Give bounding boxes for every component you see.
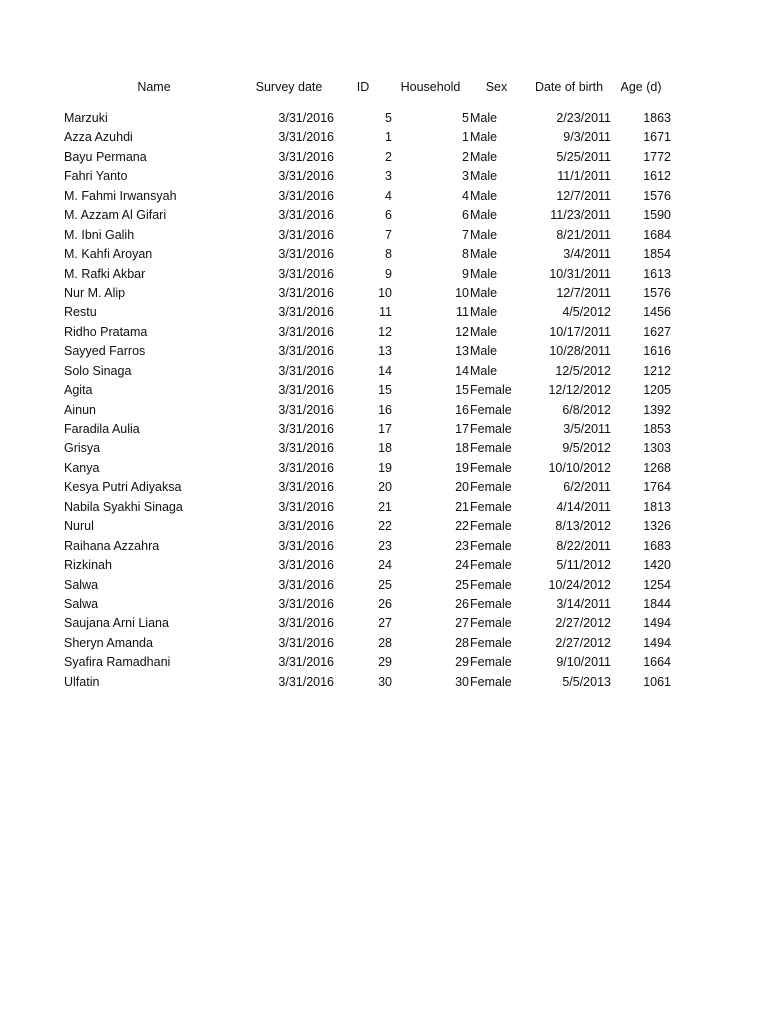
header-sex: Sex xyxy=(485,80,508,94)
cell-survey-date: 3/31/2016 xyxy=(278,227,334,242)
cell-survey-date: 3/31/2016 xyxy=(278,519,334,534)
table-row xyxy=(0,653,768,672)
cell-id: 24 xyxy=(378,558,392,573)
cell-sex: Female xyxy=(470,538,512,553)
cell-id: 16 xyxy=(378,402,392,417)
cell-name: M. Azzam Al Gifari xyxy=(64,208,167,223)
cell-name: Nabila Syakhi Sinaga xyxy=(64,499,183,514)
cell-sex: Female xyxy=(470,616,512,631)
cell-survey-date: 3/31/2016 xyxy=(278,499,334,514)
cell-age: 1863 xyxy=(643,111,671,125)
cell-name: Sheryn Amanda xyxy=(64,635,153,650)
cell-sex: Female xyxy=(470,519,512,534)
cell-sex: Female xyxy=(470,441,512,456)
cell-name: Raihana Azzahra xyxy=(64,538,160,553)
cell-date-of-birth: 3/14/2011 xyxy=(556,596,611,611)
table-row xyxy=(0,576,768,595)
cell-date-of-birth: 10/10/2012 xyxy=(548,460,611,475)
cell-sex: Male xyxy=(470,247,498,262)
cell-survey-date: 3/31/2016 xyxy=(278,538,334,553)
cell-sex: Male xyxy=(470,324,498,339)
header-id: ID xyxy=(356,80,370,94)
cell-id: 12 xyxy=(378,324,392,339)
cell-household: 17 xyxy=(455,422,469,436)
cell-sex: Female xyxy=(470,499,512,514)
cell-date-of-birth: 9/10/2011 xyxy=(556,655,611,670)
table-row xyxy=(0,517,768,536)
cell-survey-date: 3/31/2016 xyxy=(278,188,334,203)
cell-household: 5 xyxy=(462,111,469,125)
table-row xyxy=(0,148,768,167)
table-row xyxy=(0,556,768,575)
cell-date-of-birth: 4/14/2011 xyxy=(556,499,611,514)
table-row xyxy=(0,634,768,653)
cell-sex: Female xyxy=(470,460,512,475)
cell-name: Marzuki xyxy=(64,111,108,125)
table-row xyxy=(0,323,768,342)
cell-survey-date: 3/31/2016 xyxy=(278,422,334,436)
cell-name: M. Kahfi Aroyan xyxy=(64,247,153,262)
cell-date-of-birth: 5/5/2013 xyxy=(562,674,611,689)
table-row xyxy=(0,284,768,303)
table-row xyxy=(0,245,768,264)
table-row xyxy=(0,362,768,381)
cell-survey-date: 3/31/2016 xyxy=(278,266,334,281)
cell-survey-date: 3/31/2016 xyxy=(278,558,334,573)
cell-sex: Female xyxy=(470,480,512,495)
table-row xyxy=(0,167,768,186)
cell-survey-date: 3/31/2016 xyxy=(278,169,334,184)
table-row xyxy=(0,187,768,206)
cell-age: 1392 xyxy=(643,402,671,417)
cell-date-of-birth: 12/7/2011 xyxy=(556,188,611,203)
table-row xyxy=(0,459,768,478)
cell-survey-date: 3/31/2016 xyxy=(278,208,334,223)
cell-date-of-birth: 2/23/2011 xyxy=(556,111,611,125)
cell-date-of-birth: 4/5/2012 xyxy=(562,305,611,320)
cell-household: 28 xyxy=(455,635,469,650)
cell-id: 11 xyxy=(379,305,392,320)
table-row xyxy=(0,401,768,420)
cell-sex: Male xyxy=(470,169,498,184)
cell-name: Ridho Pratama xyxy=(64,324,148,339)
cell-id: 26 xyxy=(378,596,392,611)
cell-sex: Male xyxy=(470,130,498,145)
cell-id: 15 xyxy=(378,383,392,398)
cell-household: 13 xyxy=(455,344,469,359)
cell-survey-date: 3/31/2016 xyxy=(278,363,334,378)
cell-sex: Male xyxy=(470,285,498,300)
cell-age: 1576 xyxy=(643,188,671,203)
cell-survey-date: 3/31/2016 xyxy=(278,111,334,125)
header-survey-date: Survey date xyxy=(255,80,323,94)
cell-survey-date: 3/31/2016 xyxy=(278,324,334,339)
cell-sex: Female xyxy=(470,674,512,689)
cell-age: 1205 xyxy=(643,383,671,398)
cell-household: 7 xyxy=(462,227,469,242)
cell-sex: Male xyxy=(470,188,498,203)
cell-date-of-birth: 12/7/2011 xyxy=(556,285,611,300)
table-row xyxy=(0,342,768,361)
cell-id: 2 xyxy=(385,149,392,164)
cell-date-of-birth: 9/5/2012 xyxy=(562,441,611,456)
cell-age: 1813 xyxy=(643,499,671,514)
cell-name: Nur M. Alip xyxy=(64,285,126,300)
cell-name: Kanya xyxy=(64,460,100,475)
cell-date-of-birth: 9/3/2011 xyxy=(563,130,611,145)
cell-date-of-birth: 5/25/2011 xyxy=(556,149,611,164)
cell-name: Solo Sinaga xyxy=(64,363,132,378)
cell-name: Bayu Permana xyxy=(64,149,147,164)
cell-household: 6 xyxy=(462,208,469,223)
cell-age: 1590 xyxy=(643,208,671,223)
cell-sex: Male xyxy=(470,266,498,281)
cell-age: 1420 xyxy=(643,558,671,573)
cell-age: 1456 xyxy=(643,305,671,320)
cell-name: Salwa xyxy=(64,577,99,592)
cell-name: Azza Azuhdi xyxy=(64,130,133,145)
cell-household: 26 xyxy=(455,596,469,611)
cell-id: 14 xyxy=(378,363,392,378)
cell-id: 21 xyxy=(378,499,392,514)
cell-household: 10 xyxy=(455,285,469,300)
cell-household: 1 xyxy=(462,130,469,145)
cell-date-of-birth: 8/21/2011 xyxy=(556,227,611,242)
cell-household: 19 xyxy=(455,460,469,475)
cell-date-of-birth: 3/5/2011 xyxy=(563,422,611,436)
cell-survey-date: 3/31/2016 xyxy=(278,149,334,164)
cell-sex: Male xyxy=(470,344,498,359)
cell-sex: Female xyxy=(470,596,512,611)
table-row xyxy=(0,128,768,147)
cell-age: 1254 xyxy=(643,577,671,592)
cell-date-of-birth: 10/31/2011 xyxy=(549,266,611,281)
cell-name: Salwa xyxy=(64,596,99,611)
cell-survey-date: 3/31/2016 xyxy=(278,441,334,456)
table-row xyxy=(0,537,768,556)
cell-age: 1576 xyxy=(643,285,671,300)
cell-date-of-birth: 8/13/2012 xyxy=(555,519,611,534)
cell-sex: Male xyxy=(470,363,498,378)
cell-age: 1061 xyxy=(643,674,671,689)
cell-sex: Female xyxy=(470,635,512,650)
cell-survey-date: 3/31/2016 xyxy=(278,616,334,631)
cell-survey-date: 3/31/2016 xyxy=(278,577,334,592)
cell-id: 6 xyxy=(385,208,392,223)
cell-name: M. Fahmi Irwansyah xyxy=(64,188,177,203)
cell-survey-date: 3/31/2016 xyxy=(278,460,334,475)
cell-id: 20 xyxy=(378,480,392,495)
cell-id: 25 xyxy=(378,577,392,592)
cell-id: 3 xyxy=(385,169,392,184)
cell-date-of-birth: 5/11/2012 xyxy=(556,558,611,573)
cell-household: 16 xyxy=(455,402,469,417)
cell-name: Syafira Ramadhani xyxy=(64,655,171,670)
cell-age: 1664 xyxy=(643,655,671,670)
cell-household: 15 xyxy=(455,383,469,398)
cell-age: 1268 xyxy=(643,460,671,475)
cell-sex: Female xyxy=(470,383,512,398)
cell-household: 27 xyxy=(455,616,469,631)
cell-household: 12 xyxy=(455,324,469,339)
cell-date-of-birth: 12/5/2012 xyxy=(555,363,611,378)
cell-sex: Female xyxy=(470,402,512,417)
cell-name: Faradila Aulia xyxy=(64,422,140,436)
cell-sex: Male xyxy=(470,227,498,242)
cell-id: 1 xyxy=(385,130,392,145)
cell-household: 4 xyxy=(462,188,469,203)
cell-sex: Female xyxy=(470,422,512,436)
header-age: Age (d) xyxy=(620,80,662,94)
cell-name: Restu xyxy=(64,305,97,320)
header-date-of-birth: Date of birth xyxy=(534,80,604,94)
cell-household: 3 xyxy=(462,169,469,184)
cell-survey-date: 3/31/2016 xyxy=(278,247,334,262)
cell-date-of-birth: 10/24/2012 xyxy=(548,577,611,592)
cell-age: 1764 xyxy=(643,480,671,495)
table-row xyxy=(0,595,768,614)
cell-survey-date: 3/31/2016 xyxy=(278,655,334,670)
cell-household: 30 xyxy=(455,674,469,689)
header-household: Household xyxy=(400,80,461,94)
cell-id: 17 xyxy=(378,422,392,436)
table-row xyxy=(0,420,768,439)
table-row xyxy=(0,206,768,225)
cell-name: M. Rafki Akbar xyxy=(64,266,146,281)
cell-age: 1627 xyxy=(643,324,671,339)
cell-survey-date: 3/31/2016 xyxy=(278,596,334,611)
cell-sex: Female xyxy=(470,577,512,592)
table-row xyxy=(0,226,768,245)
cell-id: 13 xyxy=(378,344,392,359)
table-row xyxy=(0,381,768,400)
table-body xyxy=(0,109,768,692)
cell-id: 9 xyxy=(385,266,392,281)
cell-household: 23 xyxy=(455,538,469,553)
cell-age: 1303 xyxy=(643,441,671,456)
cell-household: 2 xyxy=(462,149,469,164)
cell-name: Rizkinah xyxy=(64,558,112,573)
cell-sex: Male xyxy=(470,208,498,223)
cell-name: Sayyed Farros xyxy=(64,344,146,359)
cell-id: 23 xyxy=(378,538,392,553)
cell-id: 8 xyxy=(385,247,392,262)
cell-date-of-birth: 3/4/2011 xyxy=(563,247,611,262)
table-row xyxy=(0,265,768,284)
cell-id: 28 xyxy=(378,635,392,650)
cell-name: Fahri Yanto xyxy=(64,169,128,184)
cell-date-of-birth: 11/23/2011 xyxy=(550,208,611,223)
cell-name: Kesya Putri Adiyaksa xyxy=(64,480,182,495)
cell-id: 30 xyxy=(378,674,392,689)
cell-age: 1326 xyxy=(643,519,671,534)
cell-age: 1853 xyxy=(643,422,671,436)
cell-date-of-birth: 12/12/2012 xyxy=(548,383,611,398)
cell-survey-date: 3/31/2016 xyxy=(278,383,334,398)
cell-household: 14 xyxy=(455,363,469,378)
cell-household: 18 xyxy=(455,441,469,456)
cell-age: 1613 xyxy=(643,266,671,281)
table-row xyxy=(0,498,768,517)
cell-date-of-birth: 6/8/2012 xyxy=(562,402,611,417)
cell-id: 22 xyxy=(378,519,392,534)
cell-household: 24 xyxy=(455,558,469,573)
cell-household: 29 xyxy=(455,655,469,670)
cell-id: 5 xyxy=(385,111,392,125)
cell-date-of-birth: 2/27/2012 xyxy=(555,635,611,650)
cell-age: 1616 xyxy=(643,344,671,359)
cell-survey-date: 3/31/2016 xyxy=(278,480,334,495)
cell-id: 19 xyxy=(378,460,392,475)
cell-age: 1683 xyxy=(643,538,671,553)
table-row xyxy=(0,439,768,458)
cell-survey-date: 3/31/2016 xyxy=(278,402,334,417)
cell-age: 1671 xyxy=(643,130,671,145)
cell-household: 9 xyxy=(462,266,469,281)
cell-survey-date: 3/31/2016 xyxy=(278,344,334,359)
cell-survey-date: 3/31/2016 xyxy=(278,635,334,650)
cell-household: 21 xyxy=(455,499,469,514)
cell-id: 4 xyxy=(385,188,392,203)
cell-id: 27 xyxy=(378,616,392,631)
cell-date-of-birth: 10/17/2011 xyxy=(549,324,611,339)
cell-name: M. Ibni Galih xyxy=(64,227,135,242)
cell-age: 1844 xyxy=(643,596,671,611)
cell-survey-date: 3/31/2016 xyxy=(278,285,334,300)
cell-id: 10 xyxy=(378,285,392,300)
cell-id: 29 xyxy=(378,655,392,670)
cell-name: Grisya xyxy=(64,441,101,456)
cell-name: Ulfatin xyxy=(64,674,100,689)
cell-sex: Female xyxy=(470,558,512,573)
cell-name: Saujana Arni Liana xyxy=(64,616,169,631)
cell-sex: Male xyxy=(470,305,498,320)
cell-age: 1494 xyxy=(643,616,671,631)
cell-age: 1494 xyxy=(643,635,671,650)
cell-date-of-birth: 2/27/2012 xyxy=(555,616,611,631)
table-header-row xyxy=(0,78,768,97)
cell-sex: Male xyxy=(470,149,498,164)
cell-id: 18 xyxy=(378,441,392,456)
cell-date-of-birth: 6/2/2011 xyxy=(563,480,611,495)
cell-name: Agita xyxy=(64,383,93,398)
cell-survey-date: 3/31/2016 xyxy=(278,130,334,145)
table-row xyxy=(0,303,768,322)
cell-date-of-birth: 8/22/2011 xyxy=(556,538,611,553)
table-row xyxy=(0,478,768,497)
table-row xyxy=(0,614,768,633)
cell-sex: Male xyxy=(470,111,498,125)
cell-household: 25 xyxy=(455,577,469,592)
cell-age: 1684 xyxy=(643,227,671,242)
header-name: Name xyxy=(137,80,171,94)
table-row xyxy=(0,673,768,692)
cell-age: 1612 xyxy=(643,169,671,184)
cell-age: 1854 xyxy=(643,247,671,262)
cell-age: 1212 xyxy=(643,363,671,378)
cell-id: 7 xyxy=(385,227,392,242)
cell-household: 11 xyxy=(456,305,469,320)
cell-name: Ainun xyxy=(64,402,96,417)
cell-survey-date: 3/31/2016 xyxy=(278,305,334,320)
cell-name: Nurul xyxy=(64,519,94,534)
cell-household: 8 xyxy=(462,247,469,262)
cell-age: 1772 xyxy=(643,149,671,164)
table-row xyxy=(0,109,768,128)
cell-sex: Female xyxy=(470,655,512,670)
cell-household: 22 xyxy=(455,519,469,534)
cell-date-of-birth: 11/1/2011 xyxy=(557,169,611,184)
cell-survey-date: 3/31/2016 xyxy=(278,674,334,689)
cell-date-of-birth: 10/28/2011 xyxy=(549,344,611,359)
cell-household: 20 xyxy=(455,480,469,495)
